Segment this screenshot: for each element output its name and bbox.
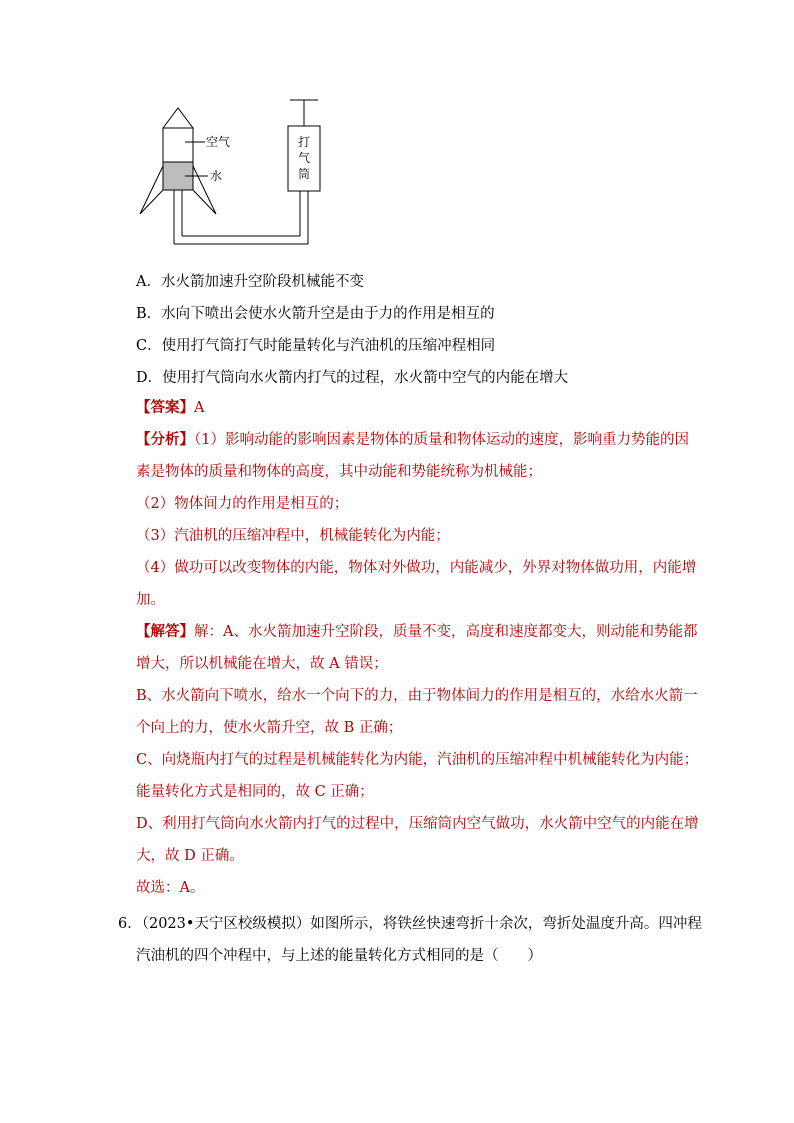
solution-text-1: 解：A、水火箭加速升空阶段，质量不变，高度和速度都变大，则动能和势能都 [194, 624, 698, 640]
analysis-tag: 【分析】 [136, 431, 194, 448]
solution-line-5: C、向烧瓶内打气的过程是机械能转化为内能，汽油机的压缩冲程中机械能转化为内能； [136, 752, 699, 768]
analysis-line-1 [136, 428, 794, 449]
analysis-line-2: 素是物体的质量和物体的高度，其中动能和势能统称为机械能； [136, 464, 542, 480]
analysis-line-3: （2）物体间力的作用是相互的； [136, 496, 349, 512]
solution-line-3: B、水火箭向下喷水，给水一个向下的力，由于物体间力的作用是相互的，水给水火箭一 [136, 688, 698, 704]
solution-line-1 [136, 620, 794, 641]
label-water: 水 [210, 169, 223, 183]
solution-line-2: 增大，所以机械能在增大，故 A 错误； [136, 656, 388, 672]
option-b: B．水向下喷出会使水火箭升空是由于力的作用是相互的 [136, 306, 495, 322]
rocket-nose [163, 108, 193, 128]
option-a: A．水火箭加速升空阶段机械能不变 [136, 274, 364, 290]
pump-label-2: 气 [297, 151, 311, 165]
solution-line-4: 个向上的力，使水火箭升空，故 B 正确； [136, 720, 403, 736]
question6-line-2: 汽油机的四个冲程中，与上述的能量转化方式相同的是（ ） [136, 948, 542, 964]
option-c: C．使用打气筒打气时能量转化与汽油机的压缩冲程相同 [136, 338, 496, 354]
label-air: 空气 [206, 135, 231, 149]
water-rocket-figure [130, 96, 330, 261]
rocket-fin-left [140, 166, 163, 214]
analysis-line-6: 加。 [136, 592, 165, 608]
solution-line-9: 故选：A。 [136, 880, 205, 896]
solution-line-7: D、利用打气筒向水火箭内打气的过程中，压缩筒内空气做功，水火箭中空气的内能在增 [136, 816, 699, 832]
answer-tag: 【答案】 [136, 399, 194, 416]
analysis-line-5: （4）做功可以改变物体的内能，物体对外做功，内能减少，外界对物体做功用，内能增 [136, 560, 697, 576]
question6-line-1: 6．（2023•天宁区校级模拟）如图所示，将铁丝快速弯折十余次，弯折处温度升高。四冲程 [118, 916, 702, 932]
analysis-line-4: （3）汽油机的压缩冲程中，机械能转化为内能； [136, 528, 450, 544]
solution-line-8: 大，故 D 正确。 [136, 848, 244, 864]
pump-label-3: 筒 [297, 167, 311, 181]
solution-line-6: 能量转化方式是相同的，故 C 正确； [136, 784, 374, 800]
solution-tag: 【解答】 [136, 623, 194, 640]
analysis-text-1: （1）影响动能的影响因素是物体的质量和物体运动的速度，影响重力势能的因 [194, 432, 689, 448]
pump-label-1: 打 [297, 135, 311, 149]
answer-value: A [194, 400, 205, 416]
answer-line [136, 396, 794, 417]
option-d: D．使用打气筒向水火箭内打气的过程，水火箭中空气的内能在增大 [136, 370, 569, 386]
